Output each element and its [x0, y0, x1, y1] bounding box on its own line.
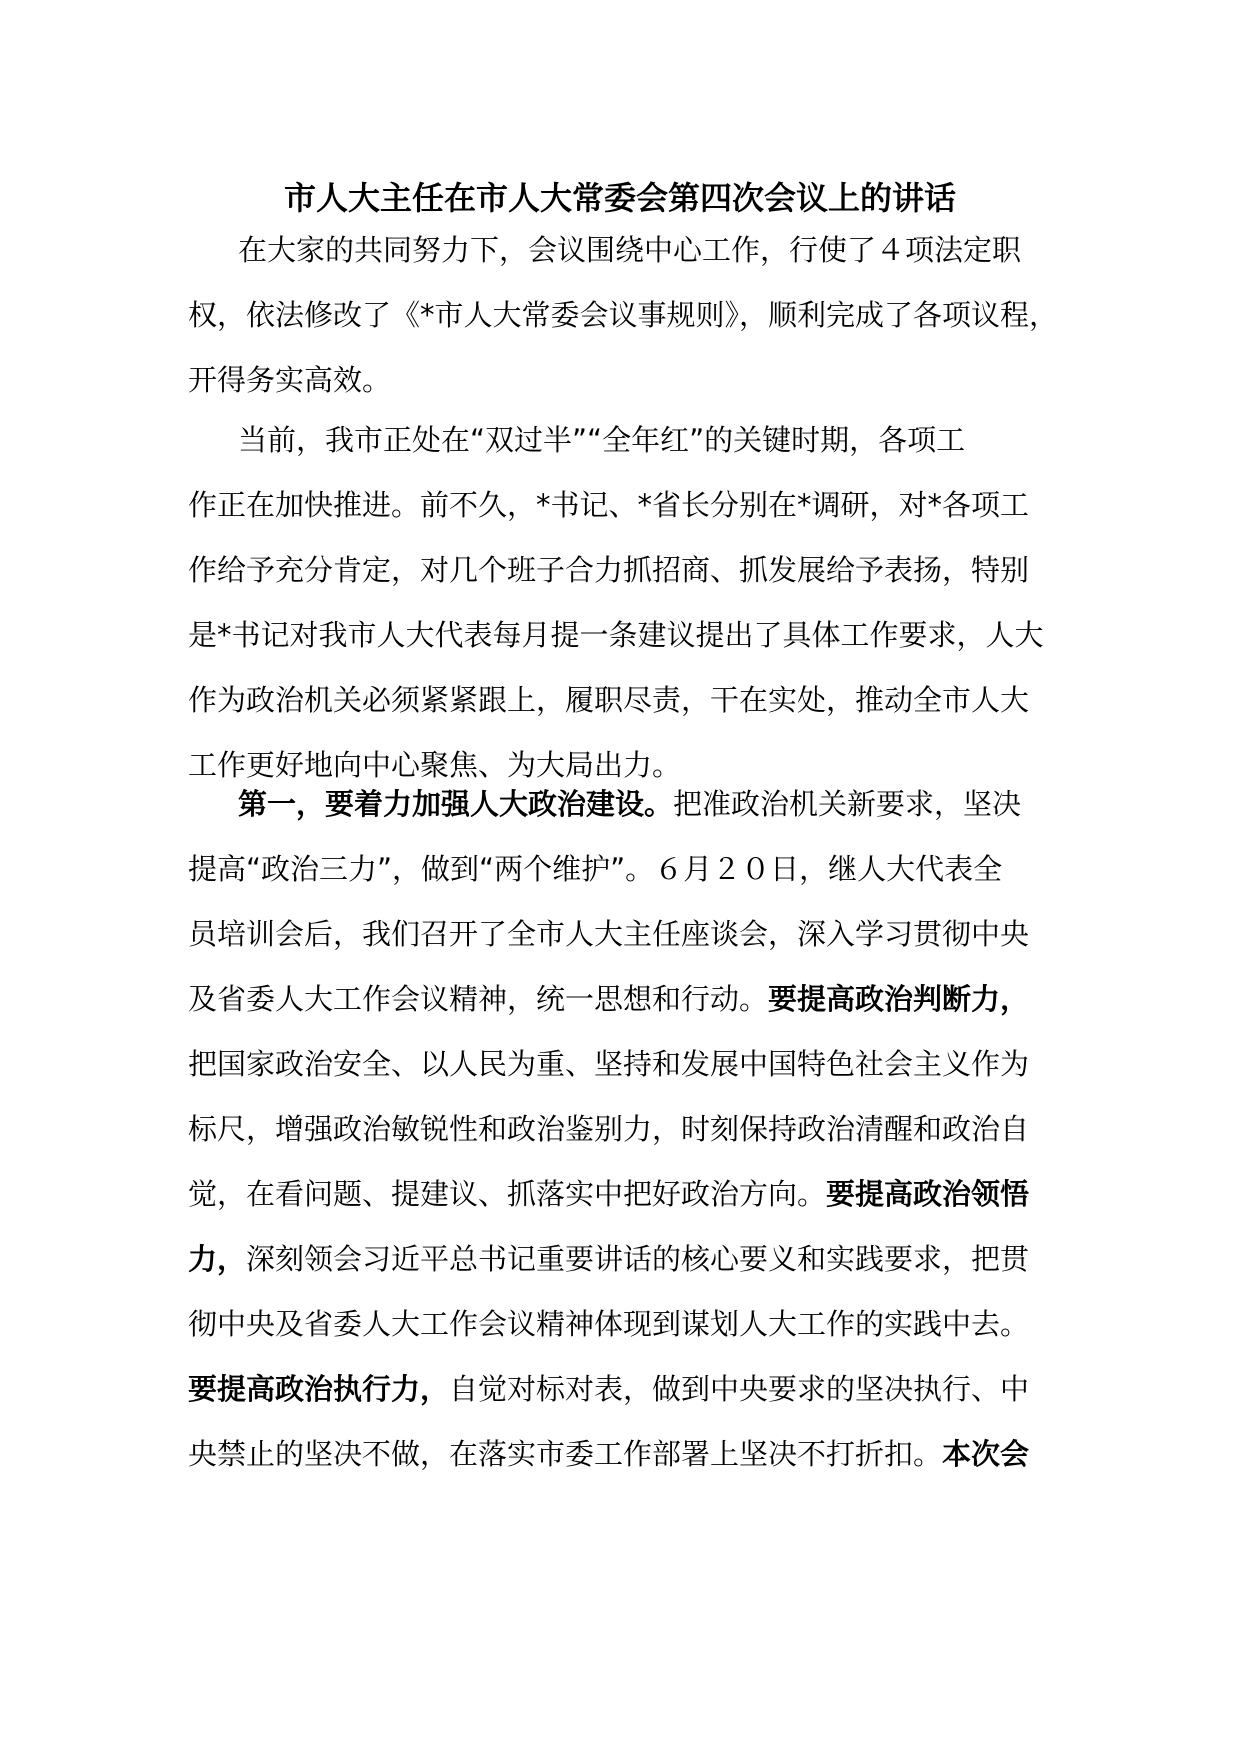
paragraph-2: [188, 408, 1088, 798]
paragraph-line: [188, 1227, 1088, 1292]
bold-phrase: 本次会: [942, 1437, 1030, 1471]
paragraph-line: 权，依法修改了《*市人大常委会议事规则》，顺利完成了各项议程，: [188, 298, 1059, 332]
paragraph-line: 提高“政治三力”，做到“两个维护”。６月２０日，继人大代表全: [188, 852, 1003, 886]
inline-text: 央禁止的坚决不做，在落实市委工作部署上坚决不打折扣。: [188, 1437, 943, 1471]
paragraph-line: [188, 1422, 1088, 1487]
paragraph-line: 工作更好地向中心聚焦、为大局出力。: [188, 748, 682, 782]
paragraph-line: 开得务实高效。: [188, 363, 392, 397]
paragraph-line: 在大家的共同努力下，会议围绕中心工作，行使了４项法定职: [238, 233, 1022, 267]
paragraph-line: 作正在加快推进。前不久，*书记、*省长分别在*调研，对*各项工: [188, 488, 1030, 522]
inline-text: 及省委人大工作会议精神，统一思想和行动。: [188, 982, 769, 1016]
paragraph-line: 作为政治机关必须紧紧跟上，履职尽责，干在实处，推动全市人大: [188, 683, 1030, 717]
paragraph-line: 把国家政治安全、以人民为重、坚持和发展中国特色社会主义作为: [188, 1047, 1030, 1081]
paragraph-line: [188, 1162, 1088, 1227]
paragraph-line: 彻中央及省委人大工作会议精神体现到谋划人大工作的实践中去。: [188, 1307, 1030, 1341]
paragraph-line: [188, 1357, 1088, 1422]
document-title: 市人大主任在市人大常委会第四次会议上的讲话: [283, 179, 956, 217]
bold-phrase: 要提高政治执行力，: [188, 1372, 450, 1406]
paragraph-line: 员培训会后，我们召开了全市人大主任座谈会，深入学习贯彻中央: [188, 917, 1030, 951]
paragraph-1: [188, 218, 1088, 413]
inline-text: 把准政治机关新要求，坚决: [673, 787, 1022, 821]
inline-text: 觉，在看问题、提建议、抓落实中把好政治方向。: [188, 1177, 827, 1211]
bold-heading: 第一，要着力加强人大政治建设。: [238, 787, 674, 821]
paragraph-line: [188, 772, 1088, 837]
paragraph-3: [188, 772, 1088, 1487]
paragraph-line: 是*书记对我市人大代表每月提一条建议提出了具体工作要求，人大: [188, 618, 1044, 652]
paragraph-line: [188, 967, 1088, 1032]
bold-phrase: 力，: [188, 1242, 247, 1276]
inline-text: 深刻领会习近平总书记重要讲话的核心要义和实践要求，把贯: [246, 1242, 1030, 1276]
paragraph-line: 标尺，增强政治敏锐性和政治鉴别力，时刻保持政治清醒和政治自: [188, 1112, 1030, 1146]
bold-phrase: 要提高政治领悟: [826, 1177, 1030, 1211]
inline-text: 自觉对标对表，做到中央要求的坚决执行、中: [449, 1372, 1030, 1406]
paragraph-line: 作给予充分肯定，对几个班子合力抓招商、抓发展给予表扬，特别: [188, 553, 1030, 587]
paragraph-line: 当前，我市正处在“双过半”“全年红”的关键时期，各项工: [238, 423, 966, 457]
bold-phrase: 要提高政治判断力，: [768, 982, 1030, 1016]
